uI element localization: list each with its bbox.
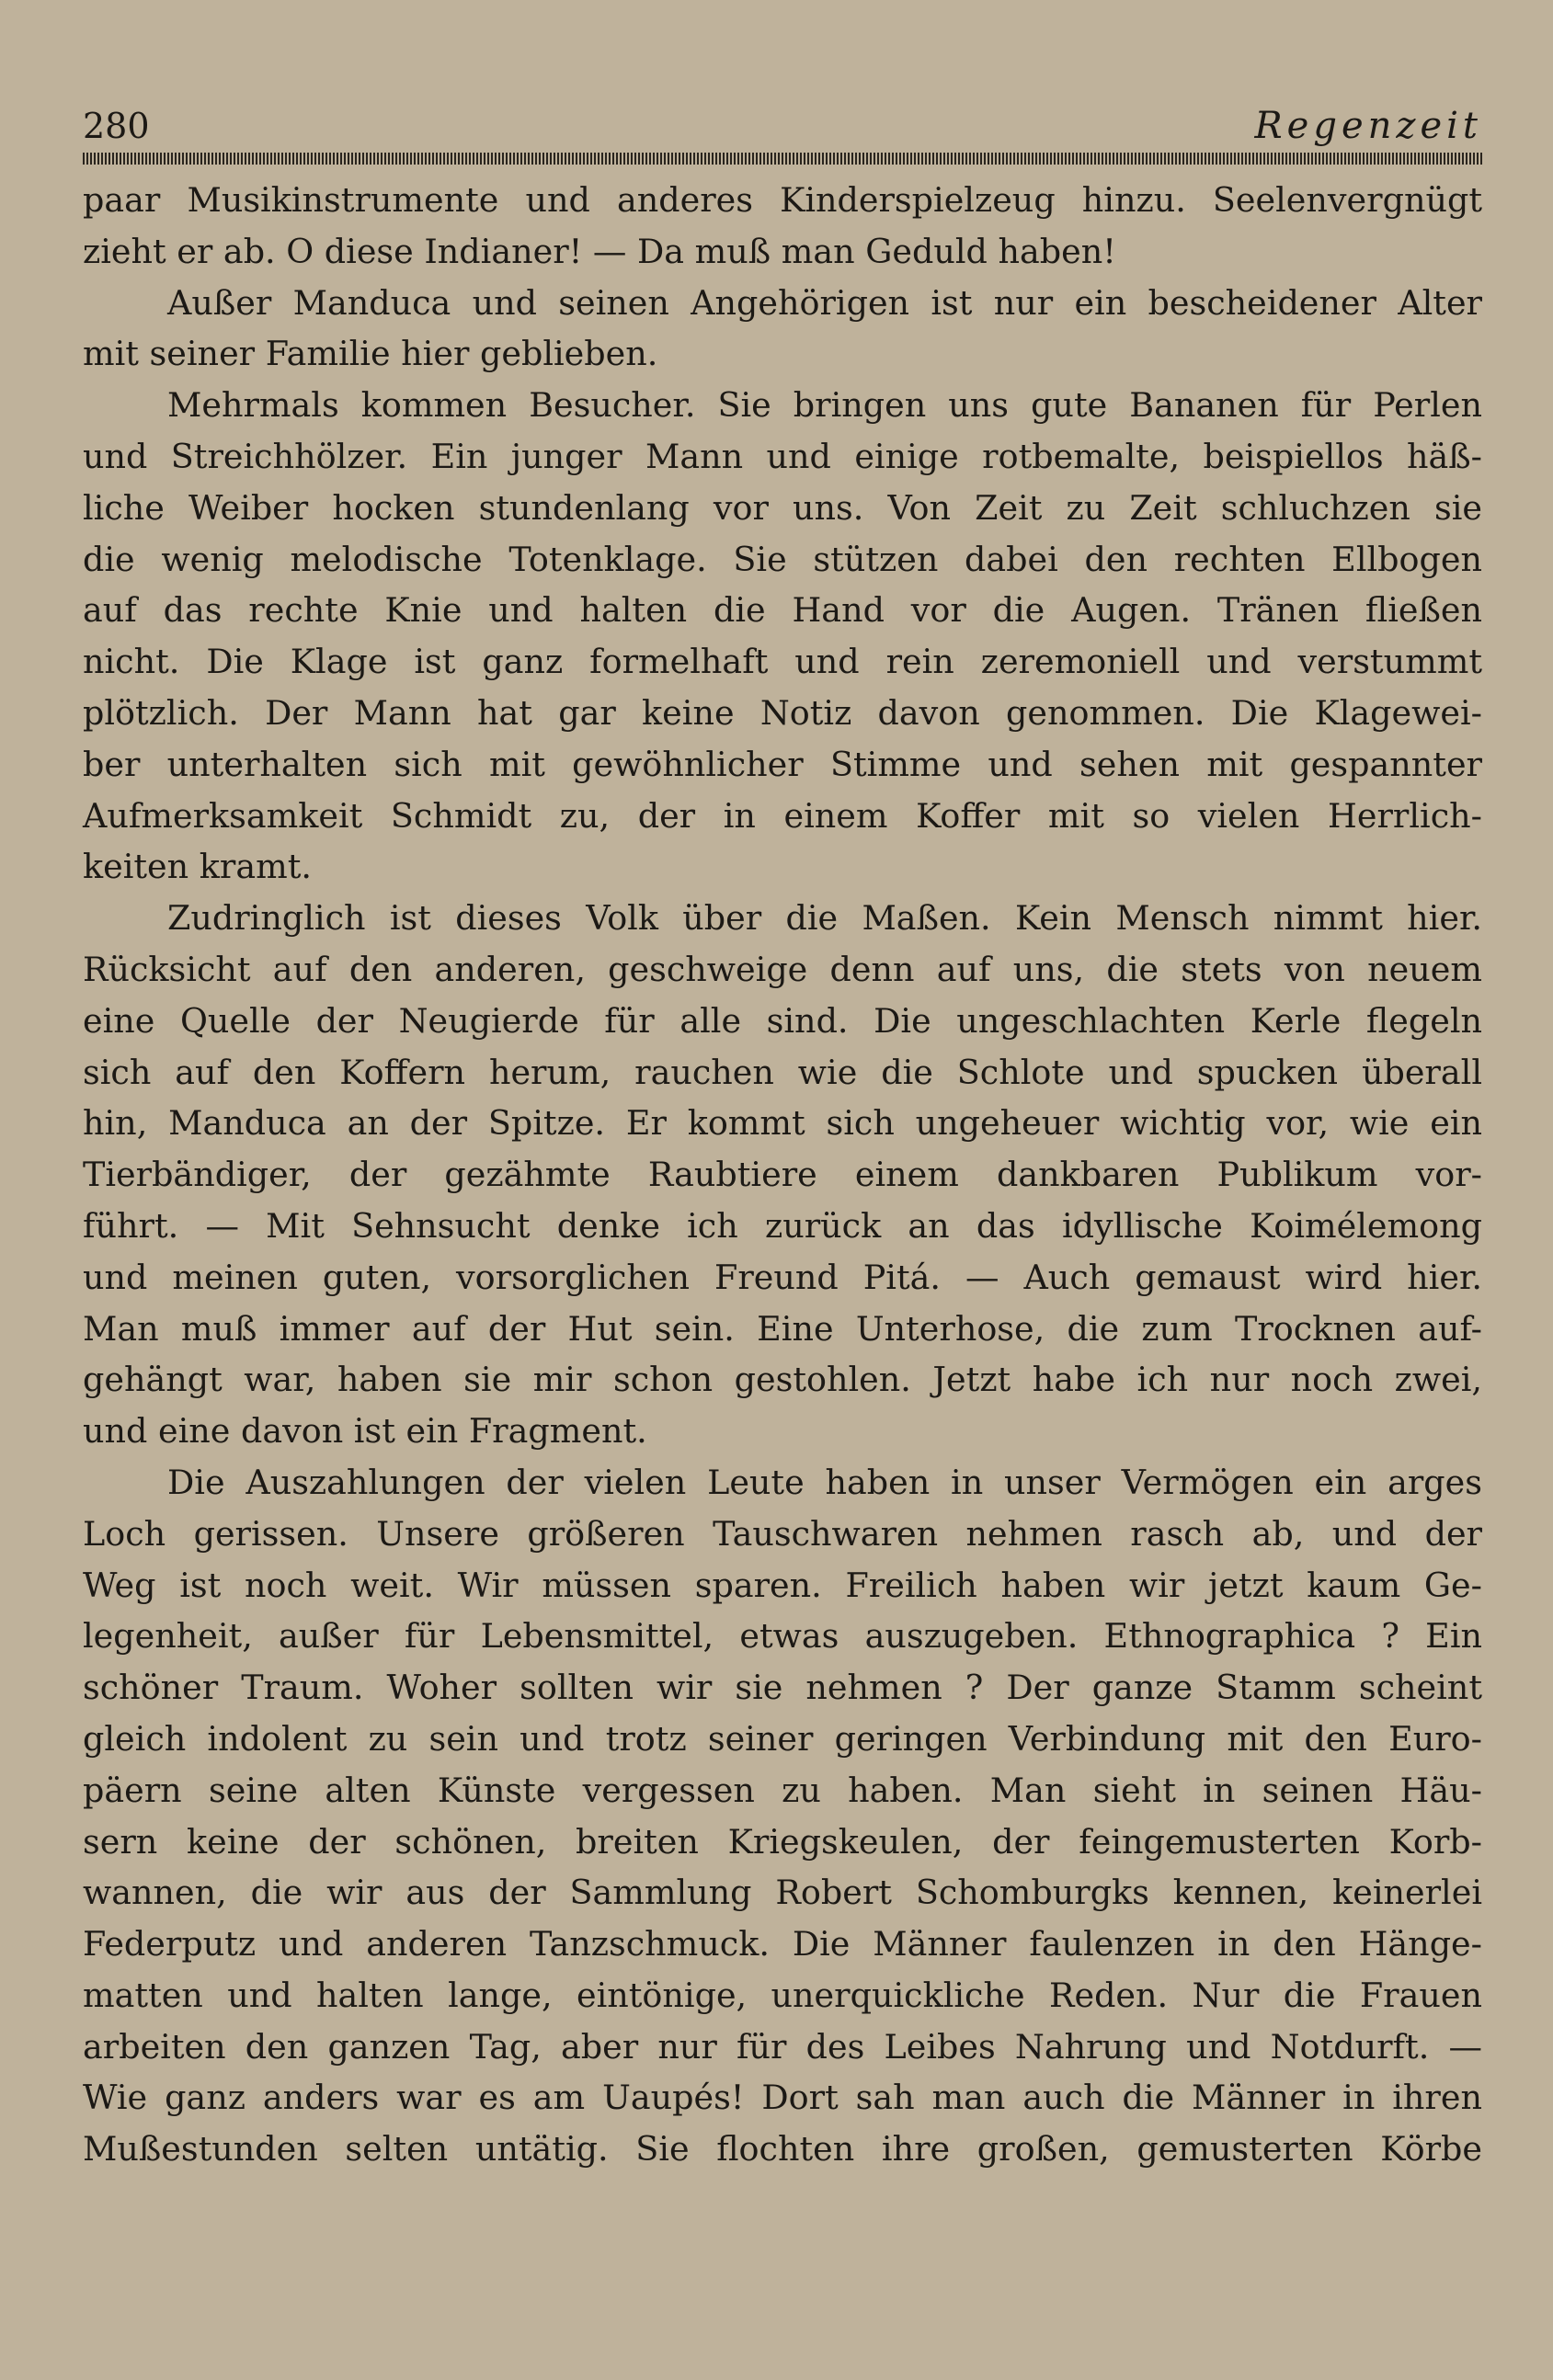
text-line: Tierbändiger, der gezähmte Raubtiere einem dankbaren Publikum vor- [83,1155,1482,1195]
text-line: gleich indolent zu sein und trotz seiner geringen Verbindung mit den Euro- [83,1718,1482,1759]
body-text [83,175,1482,2175]
text-line: Mehrmals kommen Besucher. Sie bringen uns gute Bananen für Perlen [167,385,1482,426]
paragraph [83,380,1482,893]
text-line: mit seiner Familie hier geblieben. [83,334,658,374]
text-line: schöner Traum. Woher sollten wir sie nehmen ? Der ganze Stamm scheint [83,1668,1482,1708]
paragraph [83,1457,1482,2175]
text-line: und meinen guten, vorsorglichen Freund Pitá. — Auch gemaust wird hier. [83,1257,1482,1297]
text-line: auf das rechte Knie und halten die Hand vor die Augen. Tränen fließen [83,590,1482,631]
page-header [83,103,1482,149]
running-head: Regenzeit [1254,105,1482,147]
text-line: Mußestunden selten untätig. Sie flochten ihre großen, gemusterten Körbe [83,2129,1482,2169]
text-line: hin, Manduca an der Spitze. Er kommt sich ungeheuer wichtig vor, wie ein [83,1103,1482,1144]
text-line: sich auf den Koffern herum, rauchen wie die Schlote und spucken überall [83,1052,1482,1092]
text-line: Man muß immer auf der Hut sein. Eine Unterhose, die zum Trocknen auf- [83,1308,1482,1349]
header-rule [83,153,1482,165]
paragraph [83,175,1482,278]
text-line: plötzlich. Der Mann hat gar keine Notiz davon genommen. Die Klagewei- [83,692,1482,733]
text-line: eine Quelle der Neugierde für alle sind. Die ungeschlachten Kerle flegeln [83,1000,1482,1041]
text-line: keiten kramt. [83,847,312,887]
text-line: Zudringlich ist dieses Volk über die Maßen. Kein Mensch nimmt hier. [167,898,1482,939]
text-line: die wenig melodische Totenklage. Sie stützen dabei den rechten Ellbogen [83,539,1482,579]
text-line: liche Weiber hocken stundenlang vor uns. Von Zeit zu Zeit schluchzen sie [83,487,1482,528]
text-line: und eine davon ist ein Fragment. [83,1411,647,1452]
page-number: 280 [83,106,150,146]
text-line: arbeiten den ganzen Tag, aber nur für des Leibes Nahrung und Notdurft. — [83,2026,1482,2067]
text-line: Federputz und anderen Tanzschmuck. Die Männer faulenzen in den Hänge- [83,1924,1482,1964]
text-line: matten und halten lange, eintönige, unerquickliche Reden. Nur die Frauen [83,1975,1482,2015]
text-line: Weg ist noch weit. Wir müssen sparen. Freilich haben wir jetzt kaum Ge- [83,1565,1482,1605]
text-line: Loch gerissen. Unsere größeren Tauschwaren nehmen rasch ab, und der [83,1513,1482,1554]
text-line: nicht. Die Klage ist ganz formelhaft und rein zeremoniell und verstummt [83,642,1482,682]
text-line: ber unterhalten sich mit gewöhnlicher Stimme und sehen mit gespannter [83,744,1482,784]
text-line: paar Musikinstrumente und anderes Kinderspielzeug hinzu. Seelenvergnügt [83,180,1482,220]
text-line: sern keine der schönen, breiten Kriegskeulen, der feingemusterten Korb- [83,1821,1482,1862]
text-line: wannen, die wir aus der Sammlung Robert Schomburgks kennen, keinerlei [83,1873,1482,1913]
text-line: Wie ganz anders war es am Uaupés! Dort sah man auch die Männer in ihren [83,2078,1482,2118]
text-line: päern seine alten Künste vergessen zu haben. Man sieht in seinen Häu- [83,1770,1482,1810]
text-line: Aufmerksamkeit Schmidt zu, der in einem Koffer mit so vielen Herrlich- [83,795,1482,836]
text-line: Außer Manduca und seinen Angehörigen ist nur ein bescheidener Alter [167,282,1482,323]
text-line: und Streichhölzer. Ein junger Mann und einige rotbemalte, beispiellos häß- [83,436,1482,476]
paragraph [83,893,1482,1457]
text-line: führt. — Mit Sehnsucht denke ich zurück an das idyllische Koimélemong [83,1205,1482,1246]
text-line: Rücksicht auf den anderen, geschweige denn auf uns, die stets von neuem [83,949,1482,989]
text-line: zieht er ab. O diese Indianer! — Da muß man Geduld haben! [83,231,1116,271]
text-line: legenheit, außer für Lebensmittel, etwas auszugeben. Ethnographica ? Ein [83,1616,1482,1657]
text-line: gehängt war, haben sie mir schon gestohlen. Jetzt habe ich nur noch zwei, [83,1360,1482,1400]
paragraph [83,278,1482,381]
text-line: Die Auszahlungen der vielen Leute haben in unser Vermögen ein arges [167,1462,1482,1502]
